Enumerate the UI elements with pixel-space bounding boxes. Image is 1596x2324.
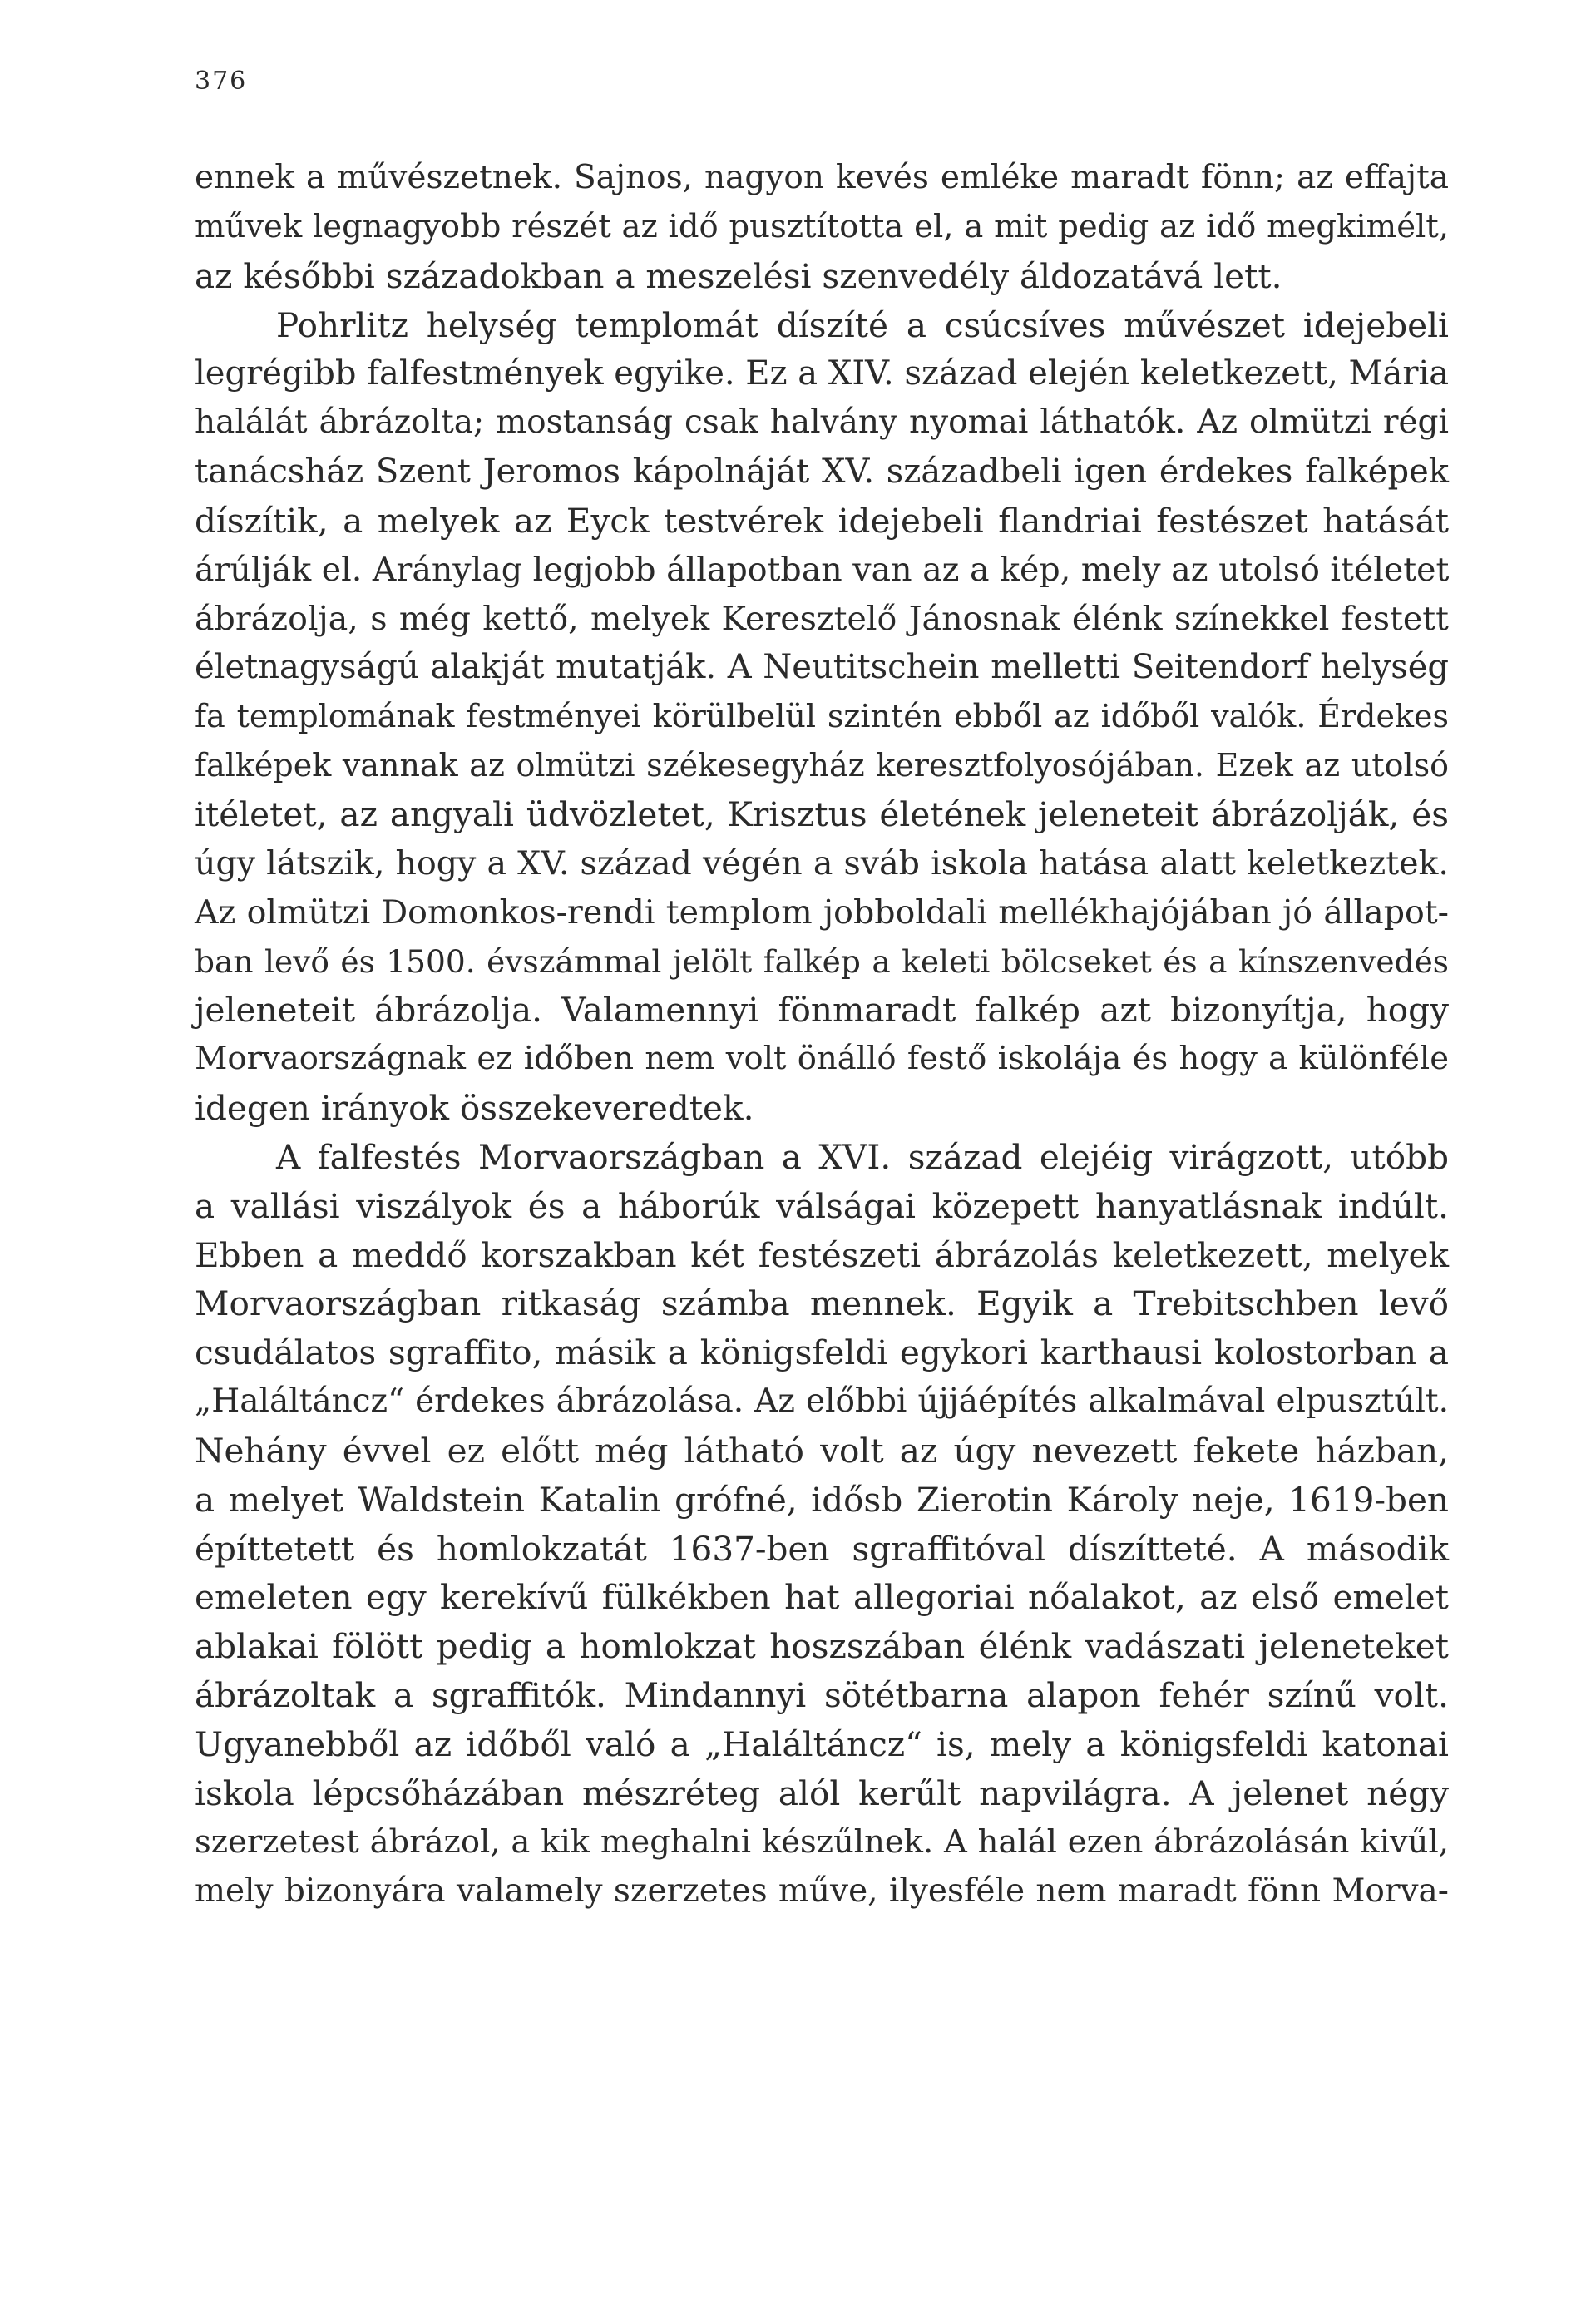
text-line: Ugyanebből az időből való a „Haláltáncz“ is, mely a königsfeldi katonai [195,1724,1449,1764]
body-text [195,154,1449,1916]
text-line: fa templomának festményei körülbelül szintén ebből az időből valók. Érdekes [195,698,1449,735]
text-line: ban levő és 1500. évszámmal jelölt falkép a keleti bölcseket és a kínszenvedés [195,942,1449,980]
text-line: „Haláltáncz“ érdekes ábrázolása. Az előbbi újjáépítés alkalmával elpusztúlt. [195,1382,1449,1421]
text-line: Ebben a meddő korszakban két festészeti ábrázolás keletkezett, melyek [195,1234,1449,1275]
text-line: ábrázoltak a sgraffitók. Mindannyi sötétbarna alapon fehér színű volt. [195,1675,1449,1716]
text-line: a melyet Waldstein Katalin grófné, idősb Zierotin Károly neje, 1619-ben [195,1479,1449,1520]
text-line: életnagyságú alakját mutatják. A Neutitschein melletti Seitendorf helység [195,648,1449,687]
text-line: Az olmützi Domonkos-rendi templom jobboldali mellékhajójában jó állapot- [195,893,1449,932]
text-line: A falfestés Morvaországban a XVI. század elejéig virágzott, utóbb [276,1136,1449,1177]
text-line: idegen irányok összekeveredtek. [195,1088,754,1129]
page-number: 376 [195,67,248,96]
text-line: az későbbi századokban a meszelési szenvedély áldozatává lett. [195,255,1282,296]
text-line: ábrázolja, s még kettő, melyek Keresztelő Jánosnak élénk színekkel festett [195,599,1449,638]
text-line: Pohrlitz helység templomát díszíté a csúcsíves művészet idejebeli [276,304,1449,345]
text-line: falképek vannak az olmützi székesegyház keresztfolyosójában. Ezek az utolsó [195,747,1449,784]
text-line: ennek a művészetnek. Sajnos, nagyon kevés emléke maradt fönn; az effajta [195,159,1449,196]
text-line: szerzetest ábrázol, a kik meghalni készűlnek. A halál ezen ábrázolásán kivűl, [195,1822,1449,1861]
text-line: úgy látszik, hogy a XV. század végén a sváb iskola hatása alatt keletkeztek. [195,843,1449,883]
text-line: iskola lépcsőházában mészréteg alól kerűlt napvilágra. A jelenet négy [195,1773,1449,1813]
text-line: Morvaországban ritkaság számba mennek. Egyik a Trebitschben levő [195,1283,1449,1324]
text-line: építtetett és homlokzatát 1637-ben sgraffitóval díszítteté. A második [195,1528,1449,1569]
text-line: Nehány évvel ez előtt még látható volt az úgy nevezett fekete házban, [195,1430,1449,1471]
text-line: Morvaországnak ez időben nem volt önálló festő iskolája és hogy a különféle [195,1040,1449,1078]
text-line: emeleten egy kerekívű fülkékben hat allegoriai nőalakot, az első emelet [195,1577,1449,1618]
text-line: a vallási viszályok és a háborúk válságai közepett hanyatlásnak indúlt. [195,1185,1449,1226]
text-line: legrégibb falfestmények egyike. Ez a XIV. század elején keletkezett, Mária [195,354,1450,393]
text-line: halálát ábrázolta; mostanság csak halvány nyomai láthatók. Az olmützi régi [195,403,1449,442]
text-line: árúlják el. Aránylag legjobb állapotban van az a kép, mely az utolsó itéletet [195,550,1450,589]
text-line: itéletet, az angyali üdvözletet, Krisztus életének jeleneteit ábrázolják, és [195,794,1449,834]
text-line: ablakai fölött pedig a homlokzat hoszszában élénk vadászati jeleneteket [195,1626,1449,1667]
text-line: csudálatos sgraffito, másik a königsfeldi egykori karthausi kolostorban a [195,1333,1449,1373]
text-line: mely bizonyára valamely szerzetes műve, ilyesféle nem maradt fönn Morva- [195,1872,1449,1910]
text-line: művek legnagyobb részét az idő pusztította el, a mit pedig az idő megkimélt, [195,207,1449,245]
text-line: tanácsház Szent Jeromos kápolnáját XV. századbeli igen érdekes falképek [195,452,1449,492]
text-line: jeleneteit ábrázolja. Valamennyi fönmaradt falkép azt bizonyítja, hogy [195,990,1449,1031]
text-line: díszítik, a melyek az Eyck testvérek idejebeli flandriai festészet hatását [195,500,1449,541]
